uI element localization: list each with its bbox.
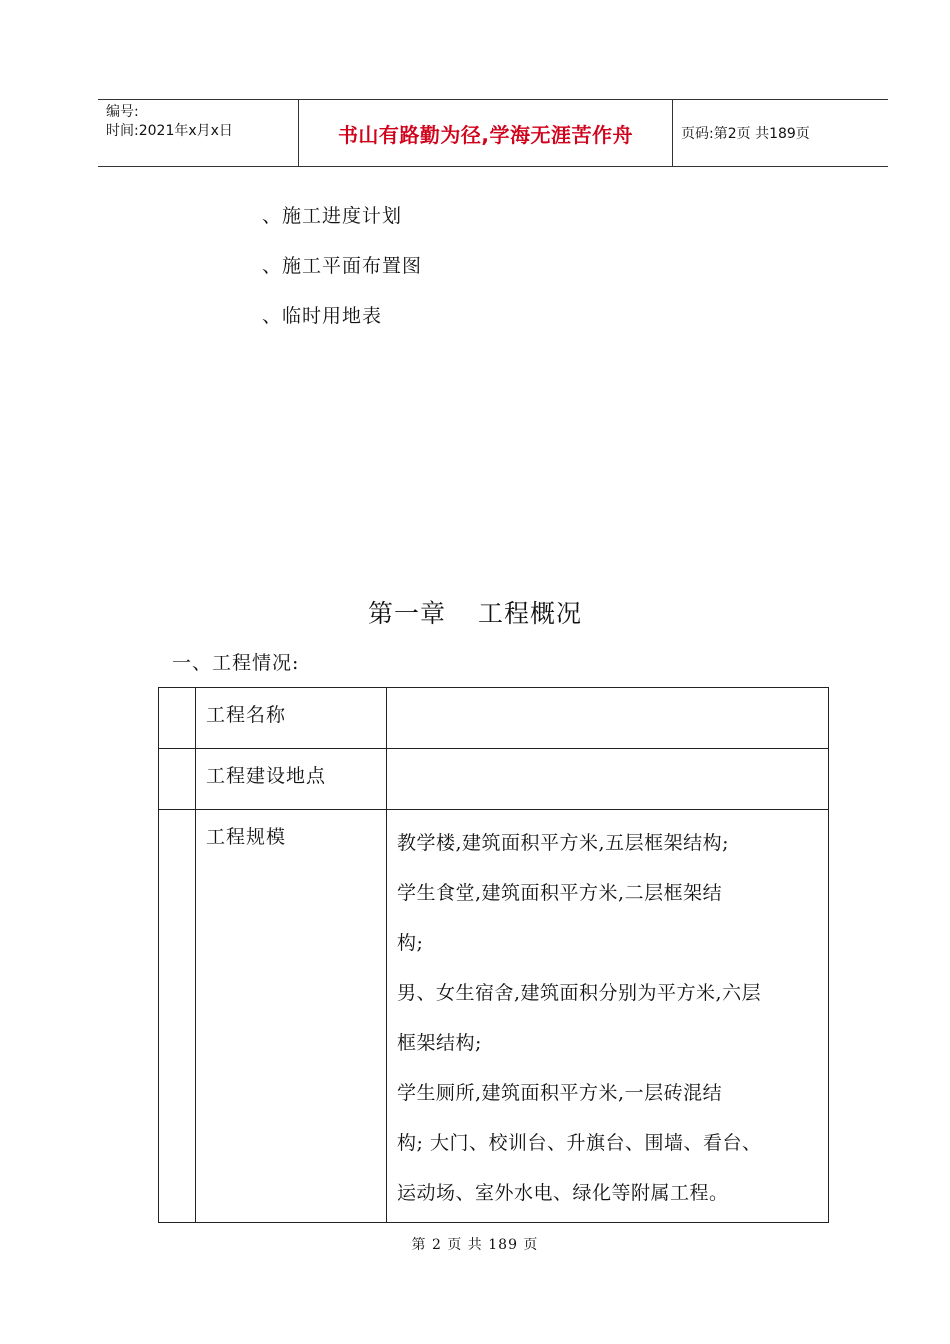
table-index-cell: [159, 749, 196, 810]
page-footer: 第 2 页 共 189 页: [411, 1237, 539, 1253]
table-index-cell: [159, 810, 196, 1223]
table-index-cell: [159, 688, 196, 749]
header-time-label: 时间:2021年x月x日: [106, 123, 233, 139]
scale-line: 构; 大门、校训台、升旗台、围墙、看台、: [397, 1132, 762, 1154]
scale-line: 学生厕所,建筑面积平方米,一层砖混结: [397, 1082, 723, 1104]
table-label-cell: 工程建设地点: [196, 749, 387, 810]
toc-item: 、临时用地表: [262, 305, 383, 327]
page-header: [98, 99, 888, 167]
scale-line: 教学楼,建筑面积平方米,五层框架结构;: [397, 832, 729, 854]
project-scale-cell: [387, 810, 829, 1223]
toc-item: 、施工平面布置图: [262, 255, 423, 277]
scale-line: 运动场、室外水电、绿化等附属工程。: [397, 1182, 729, 1204]
chapter-number: 第一章: [367, 599, 446, 628]
table-label-cell: 工程规模: [196, 810, 387, 1223]
table-label-cell: 工程名称: [196, 688, 387, 749]
scale-line: 男、女生宿舍,建筑面积分别为平方米,六层: [397, 982, 762, 1004]
table-row: [159, 749, 829, 810]
header-number-label: 编号:: [106, 104, 139, 120]
header-motto: 书山有路勤为径,学海无涯苦作舟: [299, 100, 673, 166]
toc-list: [262, 200, 422, 350]
section-heading: 一、工程情况:: [172, 652, 300, 674]
chapter-title: [0, 594, 950, 630]
scale-line: 框架结构;: [397, 1032, 482, 1054]
table-row: [159, 688, 829, 749]
table-row: [159, 810, 829, 1223]
chapter-name: 工程概况: [478, 599, 583, 628]
project-info-table: [158, 687, 829, 1223]
table-value-cell: [387, 688, 829, 749]
toc-item: 、施工进度计划: [262, 205, 403, 227]
scale-line: 构;: [397, 932, 424, 954]
scale-line: 学生食堂,建筑面积平方米,二层框架结: [397, 882, 723, 904]
header-page-label: 页码:第2页 共189页: [681, 126, 810, 142]
table-value-cell: [387, 749, 829, 810]
header-meta: [98, 100, 299, 166]
